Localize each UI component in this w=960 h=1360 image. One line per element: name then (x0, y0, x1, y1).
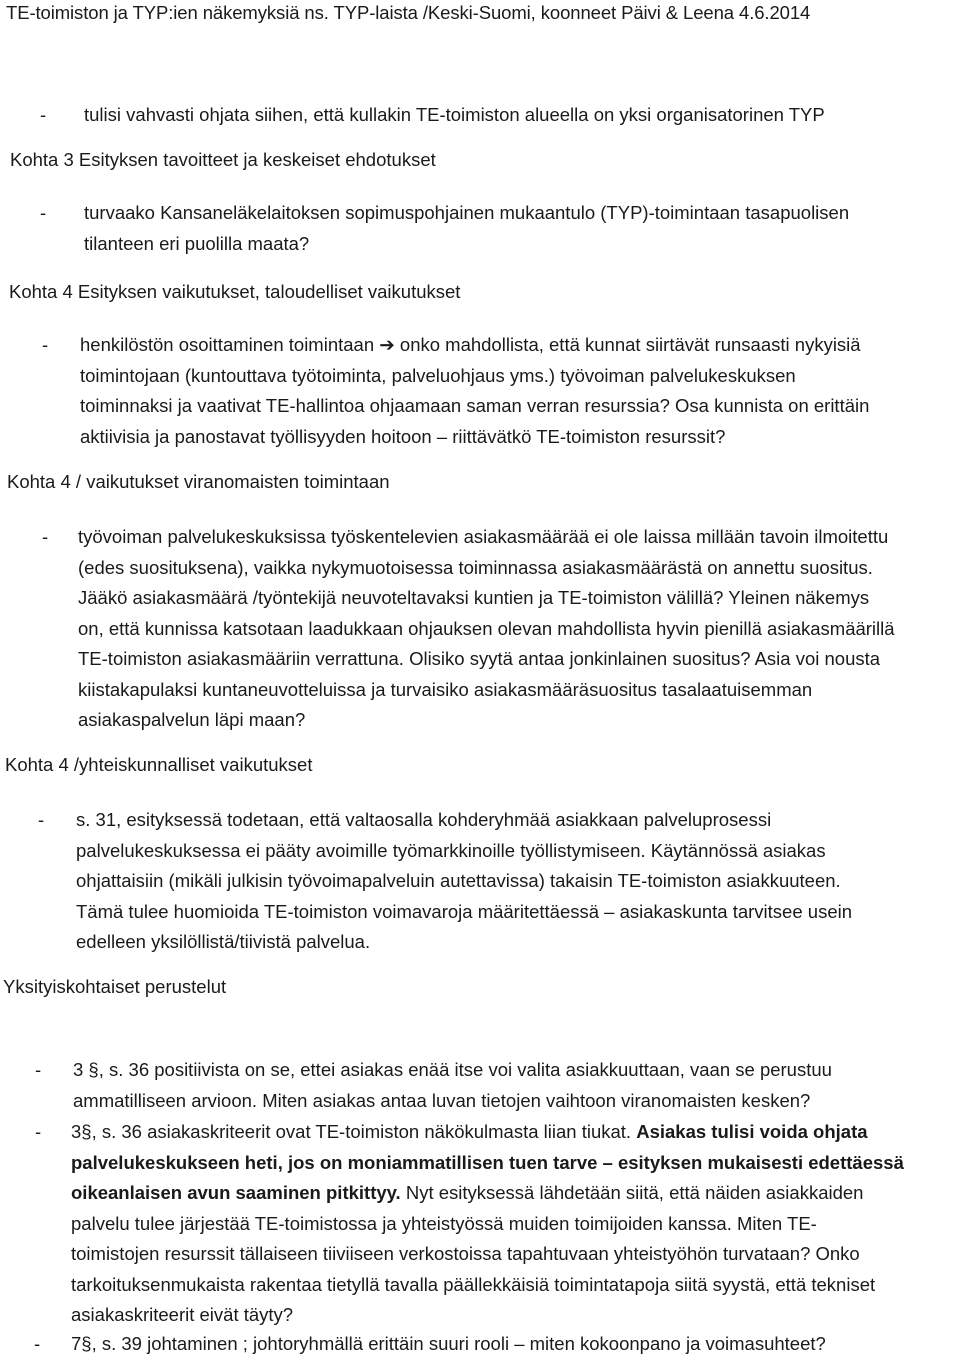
text-line: TE-toimiston asiakasmääriin verrattuna. Olisiko syytä antaa jonkinlainen suositus? Asia voi nousta (78, 648, 881, 669)
text-line: turvaako Kansaneläkelaitoksen sopimuspohjainen mukaantulo (TYP)-toimintaan tasapuolisen (84, 202, 850, 223)
text-line: tulisi vahvasti ohjata siihen, että kullakin TE-toimiston alueella on yksi organisatorinen TYP (84, 104, 825, 125)
text-line: toimintojaan (kuntouttava työtoiminta, palveluohjaus yms.) työvoiman palvelukeskuksen (80, 364, 796, 386)
text-line: tarkoituksenmukaista rakentaa tietyllä tavalla päällekkäisiä toimintatapoja siitä syystä, että tekniset (71, 1273, 876, 1295)
section-heading: Kohta 4 / vaikutukset viranomaisten toimintaan (7, 471, 390, 492)
text-line (71, 1148, 904, 1179)
section-heading: Kohta 4 Esityksen vaikutukset, taloudelliset vaikutukset (9, 281, 461, 302)
text-line: toiminnaksi ja vaativat TE-hallintoa ohjaamaan saman verran resurssia? Osa kunnista on erittäin (80, 395, 870, 416)
bullet-text (71, 1329, 826, 1360)
bullet-text (84, 198, 849, 259)
section-heading: Kohta 3 Esityksen tavoitteet ja keskeiset ehdotukset (10, 149, 436, 170)
document-title: TE-toimiston ja TYP:ien näkemyksiä ns. TYP-laista /Keski-Suomi, koonneet Päivi & Leena 4.6.2014 (6, 2, 811, 23)
bullet-text (78, 522, 895, 736)
text-line: 7§, s. 39 johtaminen ; johtoryhmällä erittäin suuri rooli – miten kokoonpano ja voimasuhteet? (71, 1333, 826, 1354)
text-line: on, että kunnissa katsotaan laadukkaan ohjauksen olevan mahdollista hyvin pienillä asiakasmäärillä (78, 617, 895, 639)
text-line: s. 31, esityksessä todetaan, että valtaosalla kohderyhmää asiakkaan palveluprosessi (76, 809, 772, 830)
bullet-dash: - (42, 334, 49, 355)
text-line: asiakaskriteerit eivät täyty? (71, 1304, 294, 1325)
text-line: oikeanlaisen avun saaminen pitkittyy. Nyt esityksessä lähdetään siitä, että näiden asiakkaiden (71, 1182, 864, 1203)
text-line: edelleen yksilöllistä/tiivistä palvelua. (76, 931, 371, 952)
text-line: Jääkö asiakasmäärä /työntekijä neuvoteltavaksi kuntien ja TE-toimiston välillä? Yleinen näkemys (78, 587, 870, 608)
bullet-text (84, 100, 825, 131)
bold-text: Asiakas tulisi voida ohjata (636, 1121, 868, 1142)
text-line: ammatilliseen arvioon. Miten asiakas antaa luvan tietojen vaihtoon viranomaisten kesken? (73, 1089, 811, 1111)
bullet-text (76, 805, 852, 958)
bold-text: oikeanlaisen avun saaminen pitkittyy. (71, 1182, 401, 1203)
text-line: aktiivisia ja panostavat työllisyyden hoitoon – riittävätkö TE-toimiston resurssit? (80, 425, 726, 447)
bullet-dash: - (35, 1121, 42, 1142)
bullet-dash: - (40, 104, 47, 125)
text-line: (edes suosituksena), vaikka nykymuotoisessa toiminnassa asiakasmäärästä on annettu suositus. (78, 556, 873, 578)
text-line: Tämä tulee huomioida TE-toimiston voimavaroja määritettäessä – asiakaskunta tarvitsee usein (76, 900, 853, 922)
text-line: kiistakapulaksi kuntaneuvotteluissa ja turvaisiko asiakasmääräsuositus tasalaatuisemman (78, 678, 813, 700)
bullet-dash: - (35, 1059, 42, 1080)
bullet-dash: - (38, 809, 45, 830)
section-heading: Kohta 4 /yhteiskunnalliset vaikutukset (5, 754, 313, 775)
text-line: 3 §, s. 36 positiivista on se, ettei asiakas enää itse voi valita asiakkuuttaan, vaan se perustuu (73, 1059, 832, 1080)
text-line: työvoiman palvelukeskuksissa työskentelevien asiakasmäärää ei ole laissa millään tavoin ilmoitettu (78, 526, 889, 547)
bullet-text (73, 1055, 832, 1116)
bold-text: palvelukeskukseen heti, jos on moniammatillisen tuen tarve – esityksen mukaisesti edettäessä (71, 1151, 904, 1173)
text-line: toimistojen resurssit tällaiseen tiiviiseen verkostoissa tapahtuvaan yhteistyöhön turvataan? Onko (71, 1243, 860, 1264)
bullet-text (80, 330, 869, 452)
text-line: asiakaspalvelun läpi maan? (78, 709, 306, 730)
bullet-dash: - (40, 202, 47, 223)
text-line: henkilöstön osoittaminen toimintaan ➔ onko mahdollista, että kunnat siirtävät runsaasti nykyisiä (80, 334, 861, 355)
text-line: tilanteen eri puolilla maata? (84, 232, 310, 254)
text-line: 3§, s. 36 asiakaskriteerit ovat TE-toimiston näkökulmasta liian tiukat. Asiakas tulisi voida ohjata (71, 1121, 868, 1142)
text-line: ohjattaisiin (mikäli julkisin työvoimapalveluin autettavissa) takaisin TE-toimiston asiakkuuteen. (76, 870, 841, 891)
section-heading: Yksityiskohtaiset perustelut (3, 976, 227, 997)
bullet-text (71, 1117, 904, 1331)
bullet-dash: - (34, 1333, 41, 1354)
text-line: palvelukeskuksessa ei pääty avoimille työmarkkinoille työllistymiseen. Käytännössä asiakas (76, 839, 826, 861)
bullet-dash: - (42, 526, 49, 547)
text-line: palvelu tulee järjestää TE-toimistossa ja yhteistyössä muiden toimijoiden kanssa. Miten TE- (71, 1212, 817, 1234)
